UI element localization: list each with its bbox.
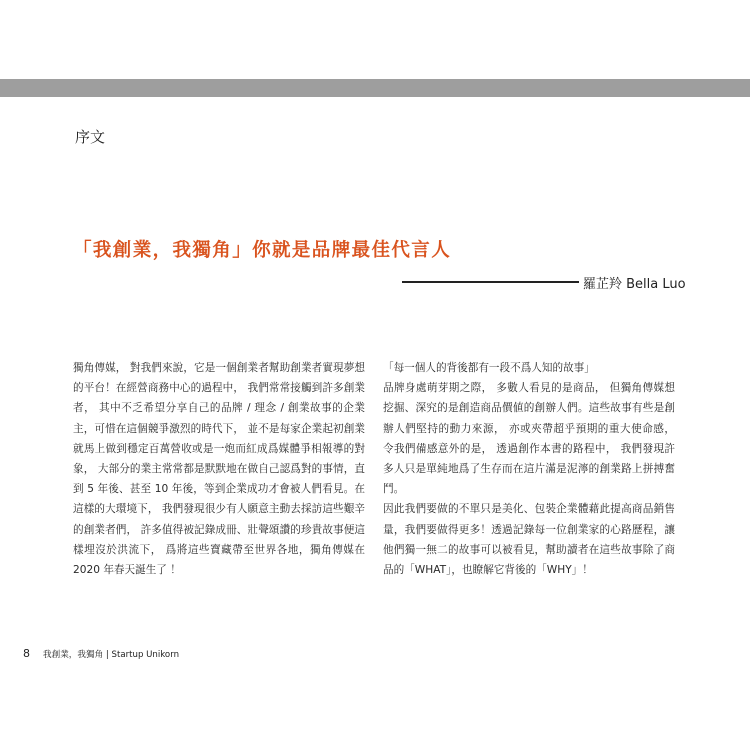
body-column-left [73, 358, 365, 580]
article-title: 「我創業，我獨角」你就是品牌最佳代言人 [73, 240, 452, 261]
paragraph: 因此我們要做的不單只是美化、包裝企業體藉此提高商品銷售量，我們要做得更多！透過記錄每一位創業家的心路歷程，讓他們獨一無二的故事可以被看見，幫助讀者在這些故事除了商品的「WHAT」，也瞭解它背後的「WHY」！ [383, 503, 675, 577]
page-number: 8 [23, 647, 30, 660]
author-name: 羅芷羚 Bella Luo [583, 276, 686, 292]
page-footer [23, 647, 179, 660]
section-label: 序文 [75, 128, 106, 146]
byline [402, 272, 692, 292]
byline-rule [402, 281, 579, 283]
footer-book-title: 我創業，我獨角 | Startup Unikorn [43, 650, 180, 660]
header-band [0, 79, 750, 97]
paragraph: 獨角傳媒， 對我們來說，它是一個創業者幫助創業者實現夢想的平台！在經營商務中心的過程中， 我們常常接觸到許多創業者， 其中不乏希望分享自己的品牌 / 理念 / 創業故事的企業主，可惜在這個競爭激烈的時代下， 並不是每家企業起初創業就馬上做到穩定百萬營收或是一炮而紅成爲媒體爭相報導的對象， 大部分的業主常常都是默默地在做自己認爲對的事情，直到 5 年後、甚至 10 年後，等到企業成功才會被人們看見。在這樣的大環境下， 我們發現很少有人願意主動去採訪這些艱辛的創業者們， 許多值得被記錄成冊、壯聲頌讚的珍貴故事便這樣埋沒於洪流下， 爲將這些寶藏帶至世界各地，獨角傳媒在 2020 年春天誕生了 ！ [73, 362, 365, 577]
body-column-right [383, 358, 675, 580]
paragraph: 品牌身處萌芽期之際， 多數人看見的是商品， 但獨角傳媒想挖掘、深究的是創造商品價値的創辦人們。這些故事有些是創辦人們堅持的動力來源， 亦或夾帶超乎預期的重大使命感， 令我們備感意外的是， 透過創作本書的路程中， 我們發現許多人只是單純地爲了生存而在這片滿是泥濘的創業路上拼搏奮鬥。 [383, 382, 675, 496]
quote-heading: 「每一個人的背後都有一段不爲人知的故事」 [383, 362, 595, 374]
